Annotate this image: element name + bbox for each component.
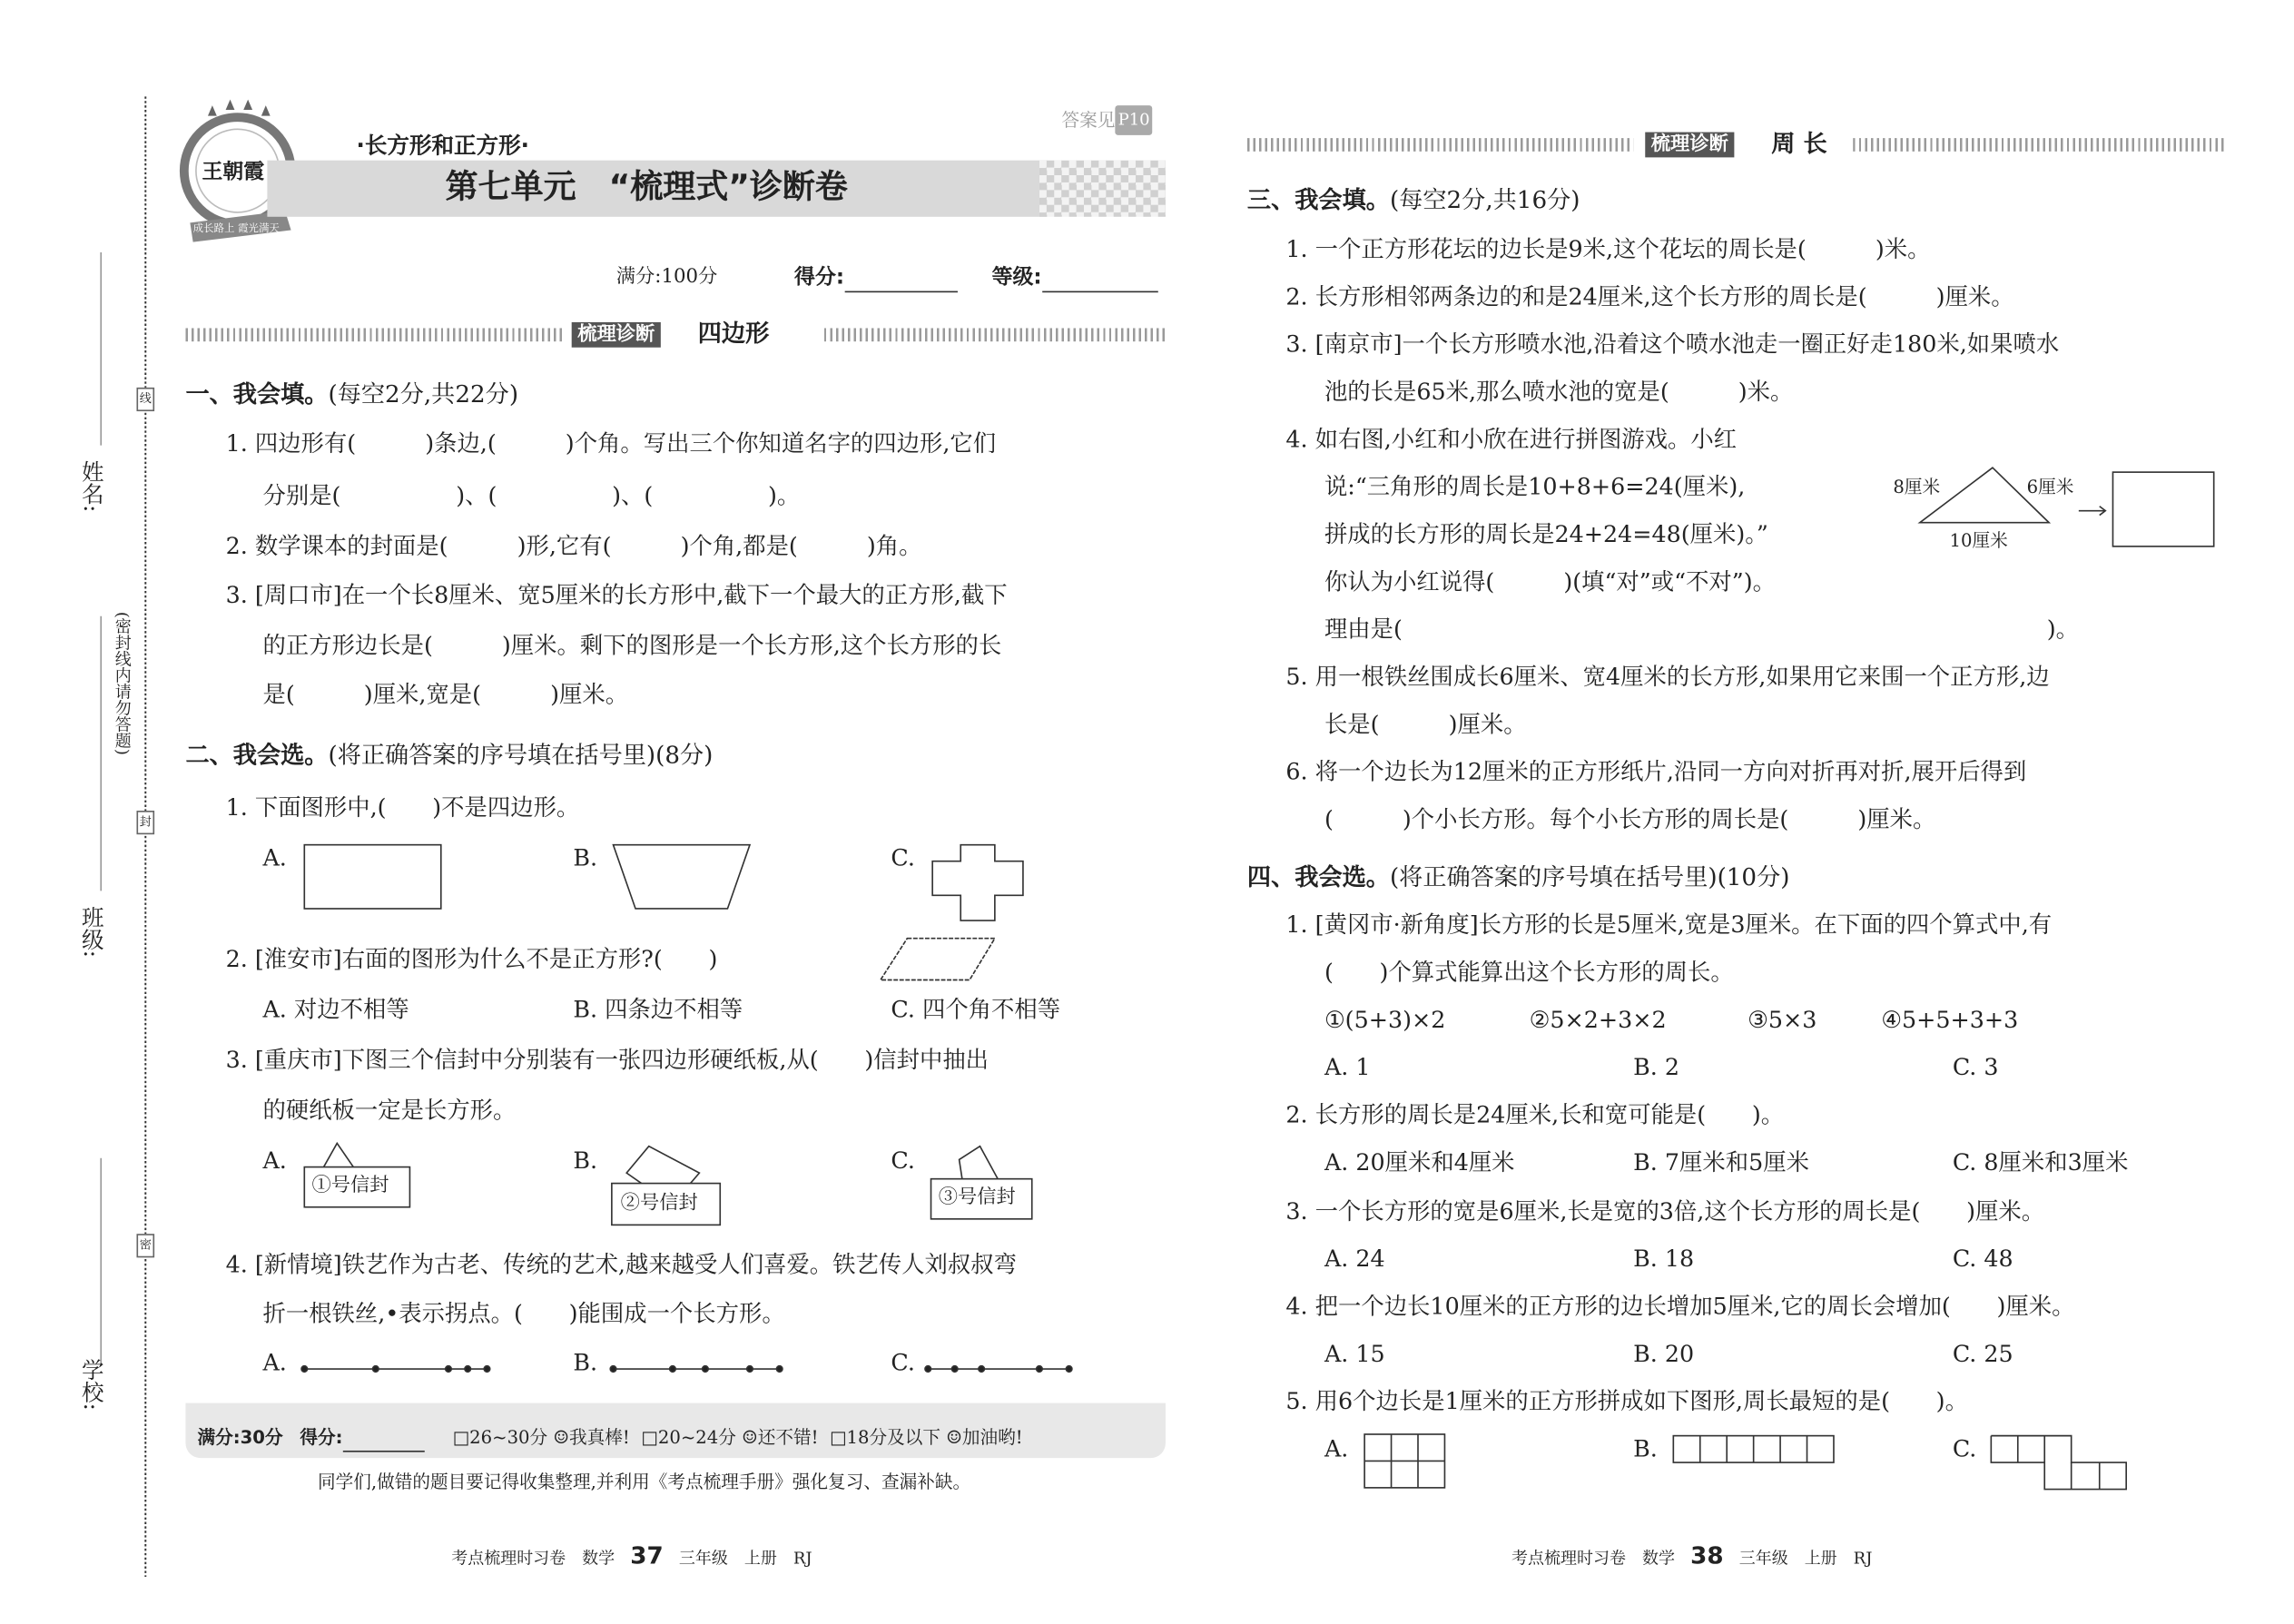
option-b: B. 18	[1633, 1245, 1695, 1273]
option-a: A. 20厘米和4厘米	[1324, 1148, 1515, 1176]
option-c: C. 25	[1952, 1340, 2013, 1368]
formula: ③5×3	[1748, 1006, 1817, 1034]
question-line: ( )个小长方形。每个小长方形的周长是( )厘米。	[1324, 806, 1936, 833]
question-line: 2. [淮安市]右面的图形为什么不是正方形?( )	[225, 945, 718, 973]
grade-field[interactable]: 等级:	[992, 263, 1158, 293]
question-line: 是( )厘米,宽是( )厘米。	[262, 681, 629, 709]
question-line: 6. 将一个边长为12厘米的正方形纸片,沿同一方向对折再对折,展开后得到	[1285, 758, 2027, 786]
option-c: C.	[891, 1147, 915, 1175]
question-line: 3. [周口市]在一个长8厘米、宽5厘米的长方形中,截下一个最大的正方形,截下	[225, 582, 1008, 609]
page-footer: 考点梳理时习卷 数学 37 三年级 上册 RJ	[451, 1540, 812, 1570]
section-4-heading: 四、我会选。(将正确答案的序号填在括号里)(10分)	[1246, 862, 1790, 891]
shape-rectangle	[304, 845, 440, 909]
envelope-label: ①号信封	[311, 1174, 389, 1197]
section-tag: 梳理诊断	[572, 322, 661, 348]
school-label: 学校:	[78, 1358, 106, 1411]
logo-motto: 成长路上 霞光满天	[192, 222, 280, 235]
option-a: A.	[262, 1349, 287, 1377]
triangle-label: 8厘米	[1893, 477, 1941, 497]
question-line: 你认为小红说得( )(填“对”或“不对”)。	[1324, 568, 1776, 595]
shape-parallelogram	[881, 939, 995, 980]
rectangle-figure	[2112, 472, 2213, 546]
option-c: C.	[891, 844, 915, 872]
envelope-label: ②号信封	[620, 1192, 698, 1215]
question-line: 2. 长方形的周长是24厘米,长和宽可能是( )。	[1285, 1101, 1785, 1129]
seal-char: 封	[136, 811, 154, 834]
formula: ②5×2+3×2	[1529, 1006, 1667, 1034]
option-c: C. 48	[1952, 1245, 2013, 1273]
question-line: 的正方形边长是( )厘米。剩下的图形是一个长方形,这个长方形的长	[262, 632, 1002, 660]
class-label: 班级:	[78, 905, 106, 959]
divider	[824, 328, 1166, 341]
seal-note: (密封线内请勿答题)	[113, 611, 133, 755]
option-a: A. 对边不相等	[262, 996, 409, 1023]
option-b: B.	[1633, 1435, 1658, 1463]
option-c: C. 8厘米和3厘米	[1952, 1148, 2129, 1176]
section-title: 四边形	[697, 319, 770, 348]
question-line: 4. 把一个边长10厘米的正方形的边长增加5厘米,它的周长会增加( )厘米。	[1285, 1293, 2075, 1321]
formula: ④5+5+3+3	[1881, 1006, 2019, 1034]
question-line: 长是( )厘米。	[1324, 711, 1527, 738]
rating-low-checkbox[interactable]: □18分及以下	[829, 1426, 941, 1448]
question-line: 5. 用6个边长是1厘米的正方形拼成如下图形,周长最短的是( )。	[1285, 1388, 1968, 1415]
question-line: 说:“三角形的周长是10+8+6=24(厘米),	[1324, 473, 1746, 501]
question-line: 2. 长方形相邻两条边的和是24厘米,这个长方形的周长是( )厘米。	[1285, 283, 2014, 310]
question-line: 1. 一个正方形花坛的边长是9米,这个花坛的周长是( )米。	[1285, 236, 1931, 263]
option-b: B. 7厘米和5厘米	[1633, 1148, 1809, 1176]
divider	[1247, 138, 1633, 152]
section-2-heading: 二、我会选。(将正确答案的序号填在括号里)(8分)	[185, 741, 714, 770]
option-b: B.	[573, 1147, 598, 1175]
rating-high-checkbox[interactable]: □26~30分	[452, 1426, 548, 1448]
option-a: A. 24	[1324, 1245, 1385, 1273]
triangle-label: 6厘米	[2026, 477, 2074, 497]
question-line: 2. 数学课本的封面是( )形,它有( )个角,都是( )角。	[225, 533, 922, 560]
rating-mid-checkbox[interactable]: □20~24分	[641, 1426, 736, 1448]
section-3-heading: 三、我会填。(每空2分,共16分)	[1246, 185, 1580, 214]
option-a: A.	[1324, 1435, 1349, 1463]
divider	[185, 328, 564, 341]
seal-char: 密	[136, 1234, 154, 1257]
page-footer: 考点梳理时习卷 数学 38 三年级 上册 RJ	[1511, 1540, 1873, 1570]
section-1-heading: 一、我会填。(每空2分,共22分)	[185, 379, 519, 408]
question-line: 5. 用一根铁丝围成长6厘米、宽4厘米的长方形,如果用它来围一个正方形,边	[1285, 664, 2050, 691]
title-band-pattern	[1039, 161, 1166, 217]
envelope-label: ③号信封	[938, 1186, 1016, 1209]
review-note: 同学们,做错的题目要记得收集整理,并利用《考点梳理手册》强化复习、查漏补缺。	[318, 1471, 971, 1492]
question-line: 3. [南京市]一个长方形喷水池,沿着这个喷水池走一圈正好走180米,如果喷水	[1285, 330, 2060, 359]
question-line: 分别是( )、( )、( )。	[262, 482, 801, 510]
option-c: C.	[1952, 1435, 1977, 1463]
score-summary-row: 满分:30分 得分: □26~30分 ☺我真棒! □20~24分 ☺还不错! □18分及以下 ☺加油哟!	[198, 1422, 1023, 1452]
option-b: B.	[573, 844, 598, 872]
option-c: C. 四个角不相等	[891, 996, 1061, 1023]
logo-text: 王朝霞	[202, 160, 265, 184]
question-line: 3. 一个长方形的宽是6厘米,长是宽的3倍,这个长方形的周长是( )厘米。	[1285, 1197, 2045, 1225]
score-field[interactable]: 得分:	[794, 263, 957, 293]
triangle-label: 10厘米	[1949, 529, 2008, 551]
page-number: 38	[1690, 1540, 1724, 1570]
question-line: 3. [重庆市]下图三个信封中分别装有一张四边形硬纸板,从( )信封中抽出	[225, 1047, 989, 1074]
full-score: 满分:100分	[615, 265, 718, 289]
unit-subtitle: ·长方形和正方形·	[356, 132, 529, 160]
divider	[1853, 138, 2224, 152]
shape-trapezoid	[614, 845, 750, 909]
option-c: C.	[891, 1349, 915, 1377]
question-line: 4. 如右图,小红和小欣在进行拼图游戏。小红	[1285, 426, 1738, 453]
question-line: 池的长是65米,那么喷水池的宽是( )米。	[1324, 379, 1794, 406]
square-grid-figures	[1364, 1434, 2126, 1490]
shape-cross	[932, 845, 1023, 920]
option-b: B.	[573, 1349, 598, 1377]
option-b: B. 2	[1633, 1054, 1680, 1081]
answer-page-badge: P10	[1115, 105, 1153, 135]
question-line: 4. [新情境]铁艺作为古老、传统的艺术,越来越受人们喜爱。铁艺传人刘叔叔弯	[225, 1251, 1017, 1279]
question-line: 1. [黄冈市·新角度]长方形的长是5厘米,宽是3厘米。在下面的四个算式中,有	[1285, 911, 2053, 939]
option-a: A.	[262, 844, 287, 872]
page-title: 第七单元 “梳理式”诊断卷	[445, 169, 848, 207]
option-a: A.	[262, 1147, 287, 1175]
name-label: 姓名:	[78, 460, 106, 513]
section-title: 周 长	[1771, 129, 1827, 158]
wire-figures	[301, 1366, 1072, 1373]
formula: ①(5+3)×2	[1324, 1006, 1446, 1034]
question-line: 1. 下面图形中,( )不是四边形。	[225, 794, 580, 822]
option-a: A. 1	[1324, 1054, 1371, 1081]
option-c: C. 3	[1952, 1054, 1999, 1081]
question-line: 拼成的长方形的周长是24+24=48(厘米)。”	[1324, 521, 1768, 548]
question-line: 1. 四边形有( )条边,( )个角。写出三个你知道名字的四边形,它们	[225, 430, 997, 458]
question-line: 折一根铁丝,•表示拐点。( )能围成一个长方形。	[262, 1300, 785, 1328]
answer-ref: 答案见 P10	[1061, 105, 1115, 135]
question-line: ( )个算式能算出这个长方形的周长。	[1324, 959, 1734, 987]
option-a: A. 15	[1324, 1340, 1385, 1368]
seal-char: 线	[136, 388, 154, 411]
page-number: 37	[630, 1540, 664, 1570]
question-line: 理由是( )。	[1324, 615, 2080, 644]
option-b: B. 四条边不相等	[573, 996, 743, 1023]
option-b: B. 20	[1633, 1340, 1695, 1368]
question-line: 的硬纸板一定是长方形。	[262, 1097, 517, 1125]
section-tag: 梳理诊断	[1645, 133, 1734, 158]
